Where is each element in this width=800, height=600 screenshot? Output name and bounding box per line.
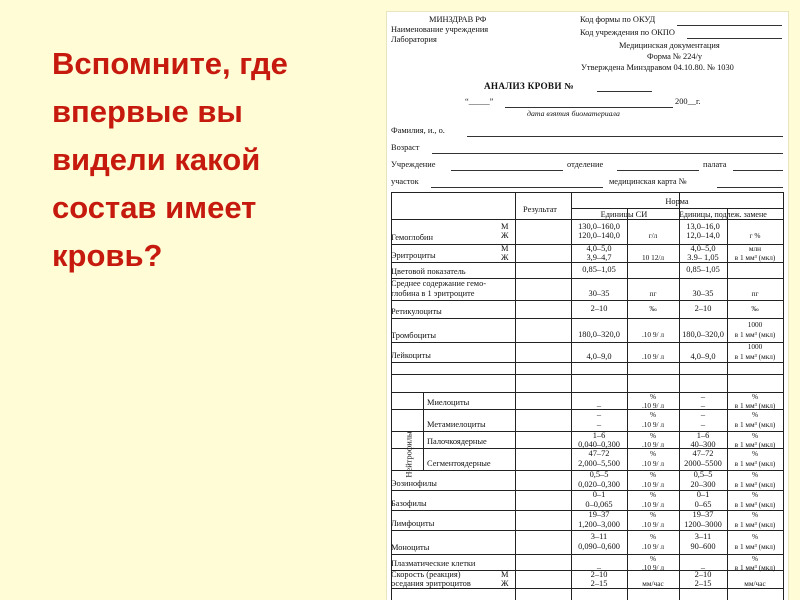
norm-old-value: 0,5–5 [693,470,713,480]
row-label: Метамиелоциты [427,419,486,429]
norm-si-unit: .10 9/ л [641,329,665,339]
norm-old-value: 12,0–14,0 [686,231,720,240]
row-sex: Ж [501,578,509,588]
norm-old-unit: г % [749,231,761,240]
norm-old-value: 4,0–9,0 [690,351,716,361]
row-label: Эозинофилы [391,478,437,488]
field-district: участок [391,177,419,186]
field-medcard: медицинская карта № [609,177,687,186]
row-label: оседания эритроцитов [391,578,471,588]
norm-old-value: – [700,410,706,420]
norm-si-value: 130,0–160,0 [578,221,620,231]
norm-old-value: 40–300 [690,439,716,449]
norm-old-unit: в 1 мм³ (мкл) [734,499,776,509]
row-divider [391,219,783,220]
norm-old-unit: % [751,470,759,480]
norm-si-value: 3,9–4,7 [586,252,612,262]
row-label: Сегментоядерные [427,458,491,468]
norm-si-value: – [596,419,602,429]
row-divider [391,530,783,531]
norm-si-unit: % [649,449,657,459]
norm-old-unit: в 1 мм³ (мкл) [734,439,776,449]
norm-old-value: 3.9– 1,05 [687,252,719,262]
norm-si-unit: пг [649,288,657,298]
date-year: 200__г. [675,97,701,106]
col-norm: Норма [665,197,689,206]
norm-si-unit: .10 9/ л [641,519,665,529]
norm-old-unit: % [751,490,759,500]
date-quote: “_____” [465,97,494,106]
norm-si-value: – [596,410,602,420]
row-label: Эритроциты [391,250,436,260]
norm-old-unit: мм/час [744,578,766,588]
norm-si-unit: % [649,510,657,520]
row-label: Ретикулоциты [391,306,442,316]
question-line-5: кровь? [52,238,163,273]
norm-old-unit: в 1 мм³ (мкл) [734,541,776,551]
row-label: глобина в 1 эритроците [391,288,475,298]
norm-si-value: 4,0–5,0 [586,243,612,253]
norm-old-unit: в 1 мм³ (мкл) [734,419,776,429]
row-label: Цветовой показатель [391,266,466,276]
norm-si-unit: % [649,430,657,440]
norm-si-unit: .10 9/ л [641,562,665,572]
norm-si-unit: % [649,490,657,500]
row-label: Лейкоциты [391,350,431,360]
norm-si-value: 1–6 [592,430,606,440]
row-label: Моноциты [391,542,430,552]
norm-old-value: – [700,562,706,572]
norm-si-value: 0–0,065 [585,499,613,509]
norm-old-value: – [700,419,706,429]
norm-old-unit: 1000 [747,342,763,352]
norm-si-unit: .10 9/ л [641,400,665,410]
row-label: Среднее содержание гемо- [391,279,487,289]
norm-si-unit: % [649,410,657,420]
norm-old-value: 180,0–320,0 [682,329,724,339]
question-text [52,40,342,280]
norm-old-unit: пг [751,288,759,298]
norm-si-value: 180,0–320,0 [578,329,620,339]
row-sex: Ж [501,231,509,240]
row-label: Скорость (реакция) [391,569,461,579]
header-okud: Код формы по ОКУД [580,15,656,24]
norm-old-value: 2000–5500 [684,458,722,468]
norm-old-unit: в 1 мм³ (мкл) [734,351,776,361]
norm-old-unit: % [751,532,759,542]
row-divider [391,374,783,375]
row-label: Миелоциты [427,397,470,407]
norm-si-value: 47–72 [588,449,610,459]
row-label: Тромбоциты [391,330,437,340]
norm-si-unit: .10 9/ л [641,499,665,509]
row-label: Плазматические клетки [391,558,476,568]
norm-divider [571,208,783,209]
norm-si-value: 30–35 [588,288,610,298]
question-line-1: Вспомните, где [52,46,288,81]
norm-si-value: 2–15 [590,578,608,588]
neutrophils-label: Нейтрофилы [404,431,414,478]
header-okpo: Код учреждения по ОКПО [580,28,675,37]
norm-si-unit: .10 9/ л [641,458,665,468]
col-si: Единицы СИ [600,210,648,219]
field-institution: Учреждение [391,160,436,169]
norm-si-value: 0–1 [592,490,606,500]
norm-si-unit: ‰ [649,303,657,313]
norm-si-value: 120,0–140,0 [578,231,620,240]
form-title: АНАЛИЗ КРОВИ № [484,81,574,91]
norm-si-unit: .10 9/ л [641,541,665,551]
norm-old-value: 4,0–5,0 [690,243,716,253]
norm-old-value: – [700,391,706,401]
question-line-2: впервые вы [52,94,243,129]
norm-old-value: 2–10 [694,303,712,313]
norm-old-unit: % [751,430,759,440]
norm-old-value: 2–15 [694,578,712,588]
norm-si-unit: % [649,391,657,401]
norm-old-unit: % [751,553,759,563]
row-sex: Ж [501,252,509,262]
norm-old-unit: % [751,391,759,401]
row-sex: М [501,243,509,253]
norm-si-value: 2–10 [590,303,608,313]
row-sex: М [501,569,509,579]
col-old: Единицы, подлеж. замене [679,210,767,219]
norm-old-value: 0,85–1,05 [686,264,720,274]
field-department: отделение [567,160,604,169]
norm-old-value: 30–35 [692,288,714,298]
date-caption: дата взятия биоматериала [527,109,620,118]
row-divider [391,554,783,555]
norm-si-value: 19–37 [588,510,610,520]
norm-si-value: – [596,400,602,410]
question-line-4: состав имеет [52,190,257,225]
norm-old-value: 13,0–16,0 [686,221,720,231]
norm-old-value: – [700,400,706,410]
neutrophil-divider [423,392,424,470]
norm-si-value: 3–11 [590,532,608,542]
field-ward: палата [703,160,727,169]
norm-old-value: 90–600 [690,541,716,551]
norm-old-unit: млн [748,243,762,253]
header-ministry: МИНЗДРАВ РФ [429,15,487,24]
norm-si-value: 0,040–0,300 [578,439,620,449]
norm-old-unit: 1000 [747,320,763,330]
row-label: Лимфоциты [391,518,435,528]
norm-old-unit: % [751,510,759,520]
norm-si-value: 4,0–9,0 [586,351,612,361]
norm-si-unit: .10 9/ л [641,419,665,429]
row-divider [391,342,783,343]
header-med-doc: Медицинская документация [619,41,720,50]
norm-si-unit: % [649,553,657,563]
header-approved: Утверждена Минздравом 04.10.80. № 1030 [581,63,734,72]
norm-old-value: 20–300 [690,479,716,489]
norm-si-unit: г/л [648,231,658,240]
norm-si-unit: % [649,532,657,542]
norm-old-value: 1–6 [696,430,710,440]
norm-si-value: 0,020–0,300 [578,479,620,489]
column-divider [515,192,516,600]
norm-old-unit: % [751,410,759,420]
norm-si-unit: 10 12/л [641,252,665,262]
table-top-border [391,192,783,193]
row-label: Гемоглобин [391,232,434,242]
norm-si-value: 0,5–5 [589,470,609,480]
row-label: Базофилы [391,498,427,508]
norm-old-unit: в 1 мм³ (мкл) [734,519,776,529]
norm-si-value: 2–10 [590,569,608,579]
norm-old-value: 2–10 [694,569,712,579]
row-divider [391,362,783,363]
row-divider [391,318,783,319]
row-label: Палочкоядерные [427,436,487,446]
norm-old-unit: в 1 мм³ (мкл) [734,400,776,410]
blood-test-form [387,12,788,600]
header-laboratory: Лаборатория [391,35,437,44]
question-line-3: видели какой [52,142,261,177]
norm-si-unit: мм/час [642,578,664,588]
norm-si-value: 0,85–1,05 [582,264,616,274]
field-age: Возраст [391,143,420,152]
norm-old-value: 0–65 [694,499,712,509]
col-result: Результат [523,205,557,214]
norm-si-value: 1,200–3,000 [578,519,620,529]
column-divider [783,192,784,600]
norm-old-unit: в 1 мм³ (мкл) [734,329,776,339]
norm-si-value: 2,000–5,500 [578,458,620,468]
header-form-number: Форма № 224/у [647,52,703,61]
norm-old-unit: в 1 мм³ (мкл) [734,562,776,572]
row-divider [391,300,783,301]
row-sex: М [501,221,509,231]
norm-si-value: – [596,562,602,572]
norm-old-unit: ‰ [751,303,759,313]
norm-si-unit: .10 9/ л [641,439,665,449]
norm-old-unit: в 1 мм³ (мкл) [734,479,776,489]
norm-old-unit: в 1 мм³ (мкл) [734,252,776,262]
header-institution: Наименование учреждения [391,25,489,34]
norm-old-value: 19–37 [692,510,714,520]
norm-old-unit: % [751,449,759,459]
norm-si-unit: .10 9/ л [641,351,665,361]
norm-si-unit: .10 9/ л [641,479,665,489]
norm-old-unit: в 1 мм³ (мкл) [734,458,776,468]
norm-old-value: 47–72 [692,449,714,459]
norm-old-value: 3–11 [694,532,712,542]
norm-old-value: 1200–3000 [684,519,722,529]
norm-old-value: 0–1 [696,490,710,500]
norm-si-unit: % [649,470,657,480]
norm-si-value: 0,090–0,600 [578,541,620,551]
field-name: Фамилия, и., о. [391,126,445,135]
